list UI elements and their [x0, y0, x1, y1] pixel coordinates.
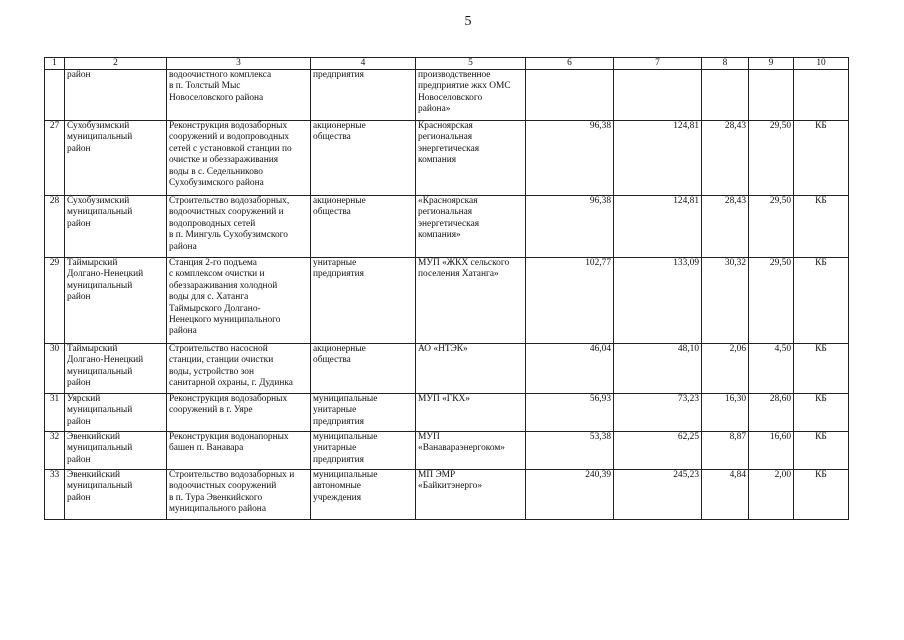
value-cell: 46,04 — [526, 344, 614, 394]
district-cell: Таймырский Долгано-Ненецкий муниципальный район — [65, 258, 167, 344]
header-cell: 6 — [526, 58, 614, 70]
district-cell: Таймырский Долгано-Ненецкий муниципальный район — [65, 344, 167, 394]
header-cell: 1 — [45, 58, 65, 70]
table-row — [45, 394, 849, 432]
district-cell: Уярский муниципальный район — [65, 394, 167, 432]
value-cell: 16,60 — [749, 432, 794, 470]
table-row — [45, 121, 849, 196]
org-type-cell: муниципальные унитарные предприятия — [311, 432, 416, 470]
value-cell: 16,30 — [702, 394, 749, 432]
row-number: 30 — [45, 344, 65, 394]
project-cell: водоочистного комплекса в п. Толстый Мыс Новоселовского района — [167, 70, 311, 121]
value-cell: 96,38 — [526, 196, 614, 258]
budget-cell: КБ — [794, 121, 849, 196]
table-row — [45, 432, 849, 470]
value-cell — [702, 70, 749, 121]
org-type-cell: унитарные предприятия — [311, 258, 416, 344]
value-cell: 28,43 — [702, 121, 749, 196]
value-cell: 124,81 — [614, 196, 702, 258]
budget-cell: КБ — [794, 470, 849, 520]
row-number: 28 — [45, 196, 65, 258]
project-cell: Строительство водозаборных, водоочистных сооружений и водопроводных сетей в п. Мингуль Сухобузимского района — [167, 196, 311, 258]
operator-cell: АО «НТЭК» — [416, 344, 526, 394]
value-cell: 8,87 — [702, 432, 749, 470]
value-cell — [614, 70, 702, 121]
header-cell: 2 — [65, 58, 167, 70]
value-cell: 240,39 — [526, 470, 614, 520]
header-cell: 5 — [416, 58, 526, 70]
row-number: 31 — [45, 394, 65, 432]
org-type-cell: предприятия — [311, 70, 416, 121]
budget-cell: КБ — [794, 196, 849, 258]
project-cell: Станция 2-го подъема с комплексом очистки и обеззараживания холодной воды для с. Хатанга Таймырского Долгано- Ненецкого муниципального района — [167, 258, 311, 344]
budget-cell: КБ — [794, 394, 849, 432]
org-type-cell: муниципальные унитарные предприятия — [311, 394, 416, 432]
value-cell — [526, 70, 614, 121]
operator-cell: МУП «ГКХ» — [416, 394, 526, 432]
project-cell: Реконструкция водозаборных сооружений и водопроводных сетей с установкой станции по очистке и обеззараживания воды в с. Седельниково Сухобузимского района — [167, 121, 311, 196]
value-cell: 29,50 — [749, 258, 794, 344]
org-type-cell: акционерные общества — [311, 121, 416, 196]
row-number — [45, 70, 65, 121]
header-cell: 9 — [749, 58, 794, 70]
value-cell: 29,50 — [749, 121, 794, 196]
project-cell: Реконструкция водозаборных сооружений в г. Уяре — [167, 394, 311, 432]
value-cell: 30,32 — [702, 258, 749, 344]
value-cell: 62,25 — [614, 432, 702, 470]
value-cell: 4,84 — [702, 470, 749, 520]
operator-cell: МП ЭМР «Байкитэнерго» — [416, 470, 526, 520]
value-cell: 133,09 — [614, 258, 702, 344]
district-cell: Эвенкийский муниципальный район — [65, 470, 167, 520]
value-cell: 124,81 — [614, 121, 702, 196]
operator-cell: «Красноярская региональная энергетическая компания» — [416, 196, 526, 258]
value-cell: 56,93 — [526, 394, 614, 432]
value-cell: 245,23 — [614, 470, 702, 520]
district-cell: Сухобузимский муниципальный район — [65, 196, 167, 258]
org-type-cell: муниципальные автономные учреждения — [311, 470, 416, 520]
header-row — [45, 58, 849, 70]
header-cell: 4 — [311, 58, 416, 70]
district-cell: Сухобузимский муниципальный район — [65, 121, 167, 196]
value-cell — [749, 70, 794, 121]
operator-cell: МУП «Ванавараэнергоком» — [416, 432, 526, 470]
header-cell: 8 — [702, 58, 749, 70]
value-cell: 48,10 — [614, 344, 702, 394]
data-table — [44, 57, 849, 520]
row-number: 27 — [45, 121, 65, 196]
budget-cell — [794, 70, 849, 121]
org-type-cell: акционерные общества — [311, 344, 416, 394]
district-cell: Эвенкийский муниципальный район — [65, 432, 167, 470]
value-cell: 96,38 — [526, 121, 614, 196]
table-row — [45, 196, 849, 258]
header-cell: 3 — [167, 58, 311, 70]
value-cell: 28,43 — [702, 196, 749, 258]
value-cell: 4,50 — [749, 344, 794, 394]
value-cell: 53,38 — [526, 432, 614, 470]
district-cell: район — [65, 70, 167, 121]
header-cell: 7 — [614, 58, 702, 70]
value-cell: 28,60 — [749, 394, 794, 432]
table-row — [45, 470, 849, 520]
value-cell: 102,77 — [526, 258, 614, 344]
budget-cell: КБ — [794, 344, 849, 394]
value-cell: 29,50 — [749, 196, 794, 258]
operator-cell: Красноярская региональная энергетическая компания — [416, 121, 526, 196]
row-number: 29 — [45, 258, 65, 344]
row-number: 33 — [45, 470, 65, 520]
budget-cell: КБ — [794, 432, 849, 470]
operator-cell: производственное предприятие жкх ОМС Новоселовского района» — [416, 70, 526, 121]
project-cell: Строительство насосной станции, станции очистки воды, устройство зон санитарной охраны, г. Дудинка — [167, 344, 311, 394]
table-row — [45, 70, 849, 121]
value-cell: 2,00 — [749, 470, 794, 520]
row-number: 32 — [45, 432, 65, 470]
table-row — [45, 344, 849, 394]
project-cell: Строительство водозаборных и водоочистных сооружений в п. Тура Эвенкийского муниципального района — [167, 470, 311, 520]
budget-cell: КБ — [794, 258, 849, 344]
org-type-cell: акционерные общества — [311, 196, 416, 258]
operator-cell: МУП «ЖКХ сельского поселения Хатанга» — [416, 258, 526, 344]
table-row — [45, 258, 849, 344]
value-cell: 2,06 — [702, 344, 749, 394]
project-cell: Реконструкция водонапорных башен п. Ванавара — [167, 432, 311, 470]
value-cell: 73,23 — [614, 394, 702, 432]
page-number: 5 — [464, 14, 472, 29]
header-cell: 10 — [794, 58, 849, 70]
